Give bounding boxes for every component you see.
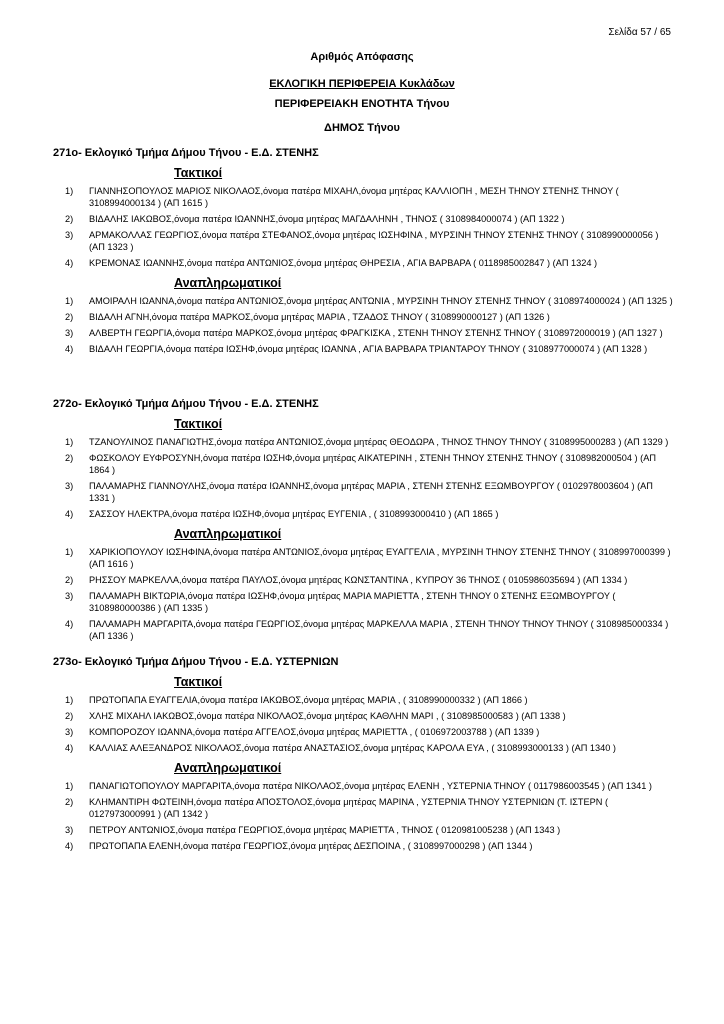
section-title: 273ο- Εκλογικό Τμήμα Δήμου Τήνου - Ε.Δ. ΥΣΤΕΡΝΙΩΝ (53, 656, 339, 668)
list-item (53, 257, 673, 269)
list-item (53, 185, 673, 209)
item-text: ΑΡΜΑΚΟΛΛΑΣ ΓΕΩΡΓΙΟΣ,όνομα πατέρα ΣΤΕΦΑΝΟΣ,όνομα μητέρας ΙΩΣΗΦΙΝΑ , ΜΥΡΣΙΝΗ ΤΗΝΟΥ ΣΤΕΝΗΣ ΤΗΝΟΥ ( 3108990000056 ) (ΑΠ 1323 ) (89, 230, 659, 252)
item-text: ΦΩΣΚΟΛΟΥ ΕΥΦΡΟΣΥΝΗ,όνομα πατέρα ΙΩΣΗΦ,όνομα μητέρας ΑΙΚΑΤΕΡΙΝΗ , ΣΤΕΝΗ ΤΗΝΟΥ ΣΤΕΝΗΣ ΤΗΝΟΥ ( 3108982000504 ) (ΑΠ 1864 ) (89, 453, 656, 475)
list-item (53, 343, 673, 355)
substitute-members-list (53, 295, 673, 355)
item-text: ΤΖΑΝΟΥΛΙΝΟΣ ΠΑΝΑΓΙΩΤΗΣ,όνομα πατέρα ΑΝΤΩΝΙΟΣ,όνομα μητέρας ΘΕΟΔΩΡΑ , ΤΗΝΟΣ ΤΗΝΟΥ ΤΗΝΟΥ ( 3108995000283 ) (ΑΠ 1329 ) (89, 437, 669, 447)
item-text: ΠΑΛΑΜΑΡΗ ΜΑΡΓΑΡΙΤΑ,όνομα πατέρα ΓΕΩΡΓΙΟΣ,όνομα μητέρας ΜΑΡΚΕΛΛΑ ΜΑΡΙΑ , ΣΤΕΝΗ ΤΗΝΟΥ ΤΗΝΟΥ ΤΗΝΟΥ ( 3108985000334 ) (ΑΠ 1336 ) (89, 619, 669, 641)
item-number: 3) (65, 591, 74, 601)
substitute-members-list (53, 546, 673, 642)
group-title-substitute: Αναπληρωματικοί (174, 276, 282, 290)
list-item (53, 840, 673, 852)
item-number: 2) (65, 214, 74, 224)
item-number: 2) (65, 453, 74, 463)
item-number: 3) (65, 328, 74, 338)
regular-members-list (53, 436, 673, 520)
regional-unit: ΠΕΡΙΦΕΡΕΙΑΚΗ ΕΝΟΤΗΤΑ Τήνου (274, 98, 450, 110)
item-number: 1) (65, 781, 74, 791)
item-text: ΓΙΑΝΝΗΣΟΠΟΥΛΟΣ ΜΑΡΙΟΣ ΝΙΚΟΛΑΟΣ,όνομα πατέρα ΜΙΧΑΗΛ,όνομα μητέρας ΚΑΛΛΙΟΠΗ , ΜΕΣΗ ΤΗΝΟΥ ΣΤΕΝΗΣ ΤΗΝΟΥ ( 3108994000134 ) (ΑΠ 1615 ) (89, 186, 619, 208)
regular-members-list (53, 694, 673, 754)
item-text: ΒΙΔΑΛΗ ΑΓΝΗ,όνομα πατέρα ΜΑΡΚΟΣ,όνομα μητέρας ΜΑΡΙΑ , ΤΖΑΔΟΣ ΤΗΝΟΥ ( 3108990000127 ) (ΑΠ 1326 ) (89, 312, 550, 322)
list-item (53, 694, 673, 706)
item-text: ΒΙΔΑΛΗ ΓΕΩΡΓΙΑ,όνομα πατέρα ΙΩΣΗΦ,όνομα μητέρας ΙΩΑΝΝΑ , ΑΓΙΑ ΒΑΡΒΑΡΑ ΤΡΙΑΝΤΑΡΟΥ ΤΗΝΟΥ ( 3108977000074 ) (ΑΠ 1328 ) (89, 344, 648, 354)
item-number: 1) (65, 296, 74, 306)
list-item (53, 213, 673, 225)
item-number: 2) (65, 797, 74, 807)
item-text: ΠΡΩΤΟΠΑΠΑ ΕΥΑΓΓΕΛΙΑ,όνομα πατέρα ΙΑΚΩΒΟΣ,όνομα μητέρας ΜΑΡΙΑ , ( 3108990000332 ) (ΑΠ 1866 ) (89, 695, 528, 705)
item-number: 4) (65, 344, 74, 354)
item-number: 4) (65, 509, 74, 519)
item-number: 4) (65, 619, 74, 629)
item-number: 1) (65, 186, 74, 196)
list-item (53, 780, 673, 792)
section-271 (53, 146, 673, 359)
list-item (53, 295, 673, 307)
item-number: 4) (65, 743, 74, 753)
municipality: ΔΗΜΟΣ Τήνου (324, 122, 400, 134)
item-number: 4) (65, 258, 74, 268)
list-item (53, 618, 673, 642)
item-text: ΧΛΗΣ ΜΙΧΑΗΛ ΙΑΚΩΒΟΣ,όνομα πατέρα ΝΙΚΟΛΑΟΣ,όνομα μητέρας ΚΑΘΛΗΝ ΜΑΡΙ , ( 3108985000583 ) (ΑΠ 1338 ) (89, 711, 566, 721)
decision-number: Αριθμός Απόφασης (310, 51, 414, 63)
item-number: 3) (65, 727, 74, 737)
item-number: 3) (65, 230, 74, 240)
list-item (53, 311, 673, 323)
list-item (53, 726, 673, 738)
item-number: 2) (65, 312, 74, 322)
list-item (53, 796, 673, 820)
group-title-regular: Τακτικοί (174, 166, 223, 180)
item-text: ΒΙΔΑΛΗΣ ΙΑΚΩΒΟΣ,όνομα πατέρα ΙΩΑΝΝΗΣ,όνομα μητέρας ΜΑΓΔΑΛΗΝΗ , ΤΗΝΟΣ ( 3108984000074 ) (ΑΠ 1322 ) (89, 214, 565, 224)
item-text: ΠΑΛΑΜΑΡΗ ΒΙΚΤΩΡΙΑ,όνομα πατέρα ΙΩΣΗΦ,όνομα μητέρας ΜΑΡΙΑ ΜΑΡΙΕΤΤΑ , ΣΤΕΝΗ ΤΗΝΟΥ 0 ΣΤΕΝΗΣ ΕΞΩΜΒΟΥΡΓΟΥ ( 3108980000386 ) (ΑΠ 1335 ) (89, 591, 616, 613)
item-number: 2) (65, 575, 74, 585)
item-text: ΑΜΟΙΡΑΛΗ ΙΩΑΝΝΑ,όνομα πατέρα ΑΝΤΩΝΙΟΣ,όνομα μητέρας ΑΝΤΩΝΙΑ , ΜΥΡΣΙΝΗ ΤΗΝΟΥ ΣΤΕΝΗΣ ΤΗΝΟΥ ( 3108974000024 ) (ΑΠ 1325 ) (89, 296, 673, 306)
section-title: 271ο- Εκλογικό Τμήμα Δήμου Τήνου - Ε.Δ. ΣΤΕΝΗΣ (53, 147, 319, 159)
list-item (53, 508, 673, 520)
item-text: ΡΗΣΣΟΥ ΜΑΡΚΕΛΛΑ,όνομα πατέρα ΠΑΥΛΟΣ,όνομα μητέρας ΚΩΝΣΤΑΝΤΙΝΑ , ΚΥΠΡΟΥ 36 ΤΗΝΟΣ ( 0105986035694 ) (ΑΠ 1334 ) (89, 575, 628, 585)
list-item (53, 229, 673, 253)
list-item (53, 436, 673, 448)
list-item (53, 710, 673, 722)
group-title-regular: Τακτικοί (174, 417, 223, 431)
item-text: ΠΕΤΡΟΥ ΑΝΤΩΝΙΟΣ,όνομα πατέρα ΓΕΩΡΓΙΟΣ,όνομα μητέρας ΜΑΡΙΕΤΤΑ , ΤΗΝΟΣ ( 0120981005238 ) (ΑΠ 1343 ) (89, 825, 561, 835)
list-item (53, 574, 673, 586)
regular-members-list (53, 185, 673, 269)
group-title-regular: Τακτικοί (174, 675, 223, 689)
item-number: 3) (65, 481, 74, 491)
list-item (53, 742, 673, 754)
item-text: ΠΑΝΑΓΙΩΤΟΠΟΥΛΟΥ ΜΑΡΓΑΡΙΤΑ,όνομα πατέρα ΝΙΚΟΛΑΟΣ,όνομα μητέρας ΕΛΕΝΗ , ΥΣΤΕΡΝΙΑ ΤΗΝΟΥ ( 0117986003545 ) (ΑΠ 1341 ) (89, 781, 652, 791)
list-item (53, 480, 673, 504)
item-text: ΚΟΜΠΟΡΟΖΟΥ ΙΩΑΝΝΑ,όνομα πατέρα ΑΓΓΕΛΟΣ,όνομα μητέρας ΜΑΡΙΕΤΤΑ , ( 0106972003788 ) (ΑΠ 1339 ) (89, 727, 540, 737)
item-text: ΠΡΩΤΟΠΑΠΑ ΕΛΕΝΗ,όνομα πατέρα ΓΕΩΡΓΙΟΣ,όνομα μητέρας ΔΕΣΠΟΙΝΑ , ( 3108997000298 ) (ΑΠ 1344 ) (89, 841, 533, 851)
item-number: 1) (65, 437, 74, 447)
item-number: 4) (65, 841, 74, 851)
list-item (53, 327, 673, 339)
item-text: ΚΑΛΛΙΑΣ ΑΛΕΞΑΝΔΡΟΣ ΝΙΚΟΛΑΟΣ,όνομα πατέρα ΑΝΑΣΤΑΣΙΟΣ,όνομα μητέρας ΚΑΡΟΛΑ ΕΥΑ , ( 3108993000133 ) (ΑΠ 1340 ) (89, 743, 616, 753)
group-title-substitute: Αναπληρωματικοί (174, 761, 282, 775)
item-text: ΠΑΛΑΜΑΡΗΣ ΓΙΑΝΝΟΥΛΗΣ,όνομα πατέρα ΙΩΑΝΝΗΣ,όνομα μητέρας ΜΑΡΙΑ , ΣΤΕΝΗ ΣΤΕΝΗΣ ΕΞΩΜΒΟΥΡΓΟΥ ( 0102978003604 ) (ΑΠ 1331 ) (89, 481, 653, 503)
section-title: 272ο- Εκλογικό Τμήμα Δήμου Τήνου - Ε.Δ. ΣΤΕΝΗΣ (53, 398, 319, 410)
item-number: 1) (65, 695, 74, 705)
item-number: 2) (65, 711, 74, 721)
list-item (53, 546, 673, 570)
item-text: ΚΛΗΜΑΝΤΙΡΗ ΦΩΤΕΙΝΗ,όνομα πατέρα ΑΠΟΣΤΟΛΟΣ,όνομα μητέρας ΜΑΡΙΝΑ , ΥΣΤΕΡΝΙΑ ΤΗΝΟΥ ΥΣΤΕΡΝΙΩΝ (Τ. ΙΣΤΕΡΝ ( 0127973000991 ) (ΑΠ 1342 ) (89, 797, 609, 819)
electoral-region: ΕΚΛΟΓΙΚΗ ΠΕΡΙΦΕΡΕΙΑ Κυκλάδων (269, 78, 455, 90)
section-272 (53, 397, 673, 646)
substitute-members-list (53, 780, 673, 852)
page-number: Σελίδα 57 / 65 (608, 27, 671, 38)
list-item (53, 590, 673, 614)
item-text: ΧΑΡΙΚΙΟΠΟΥΛΟΥ ΙΩΣΗΦΙΝΑ,όνομα πατέρα ΑΝΤΩΝΙΟΣ,όνομα μητέρας ΕΥΑΓΓΕΛΙΑ , ΜΥΡΣΙΝΗ ΤΗΝΟΥ ΣΤΕΝΗΣ ΤΗΝΟΥ ( 3108997000399 ) (ΑΠ 1616 ) (89, 547, 671, 569)
list-item (53, 824, 673, 836)
list-item (53, 452, 673, 476)
item-number: 3) (65, 825, 74, 835)
group-title-substitute: Αναπληρωματικοί (174, 527, 282, 541)
item-number: 1) (65, 547, 74, 557)
item-text: ΑΛΒΕΡΤΗ ΓΕΩΡΓΙΑ,όνομα πατέρα ΜΑΡΚΟΣ,όνομα μητέρας ΦΡΑΓΚΙΣΚΑ , ΣΤΕΝΗ ΤΗΝΟΥ ΣΤΕΝΗΣ ΤΗΝΟΥ ( 3108972000019 ) (ΑΠ 1327 ) (89, 328, 663, 338)
section-273 (53, 655, 673, 856)
item-text: ΚΡΕΜΟΝΑΣ ΙΩΑΝΝΗΣ,όνομα πατέρα ΑΝΤΩΝΙΟΣ,όνομα μητέρας ΘΗΡΕΣΙΑ , ΑΓΙΑ ΒΑΡΒΑΡΑ ( 0118985002847 ) (ΑΠ 1324 ) (89, 258, 598, 268)
item-text: ΣΑΣΣΟΥ ΗΛΕΚΤΡΑ,όνομα πατέρα ΙΩΣΗΦ,όνομα μητέρας ΕΥΓΕΝΙΑ , ( 3108993000410 ) (ΑΠ 1865 ) (89, 509, 499, 519)
